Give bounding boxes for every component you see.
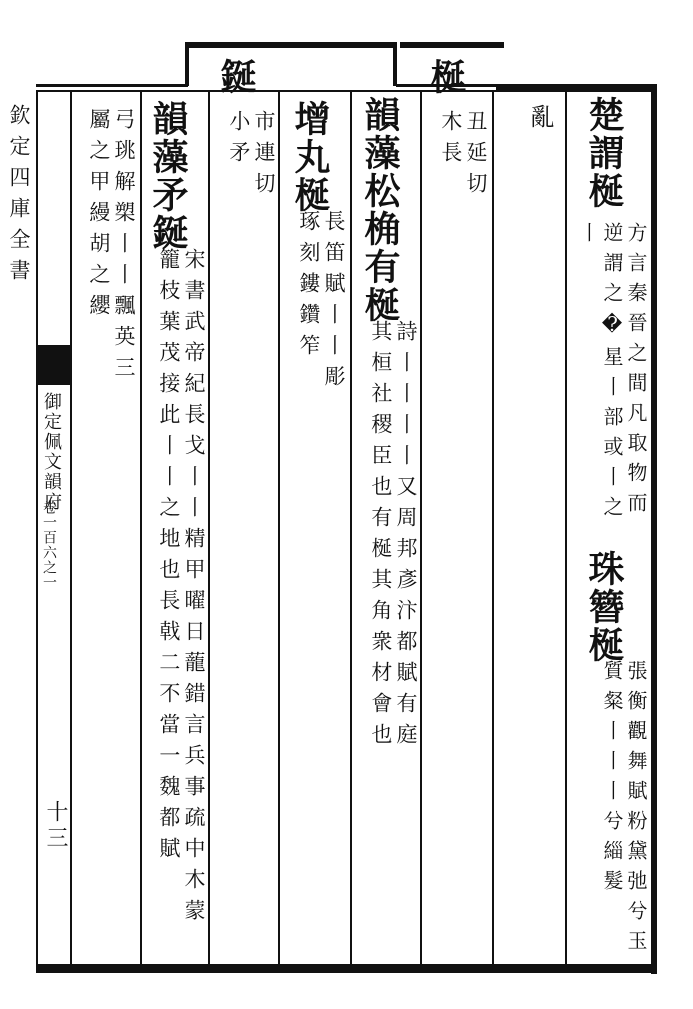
divider (565, 92, 567, 964)
volume-label: 卷一百六之一 (41, 500, 57, 590)
frame-right-edge (651, 84, 657, 974)
entry-main: 增丸梴 (289, 100, 331, 214)
divider (420, 92, 422, 964)
entry-annotation: 長笛賦丨丨彫琢刻鏤鑽笮 (296, 210, 346, 396)
frame-inner-top (36, 90, 651, 92)
divider (492, 92, 494, 964)
frame-tab2-top (400, 42, 504, 48)
entry-annotation: 方言秦晉之間凡取物而逆謂之�星丨部或丨之丨 (576, 222, 648, 526)
divider (70, 92, 72, 964)
book-title: 欽定四庫全書 (7, 104, 31, 290)
frame-tab-top (188, 42, 396, 48)
entry-main: 韻藻矛鋋 (147, 100, 189, 252)
entry-annotation: 張衡觀舞賦粉黛弛兮玉質粲丨丨丨兮緇髮 (600, 660, 648, 960)
divider (278, 92, 280, 964)
entry-main: 楚謂梴 (583, 96, 625, 210)
divider (208, 92, 210, 964)
frame-top-left (36, 84, 188, 87)
fishtail-mark (36, 345, 70, 385)
section-title: 御定佩文韻府 (41, 392, 62, 512)
frame-bottom (36, 964, 657, 973)
entry-annotation: 市連切小矛 (226, 110, 276, 203)
divider (350, 92, 352, 964)
frame-tab-right-side (393, 42, 397, 86)
entry-main: 韻藻松桷有梴 (359, 96, 401, 324)
entry-annotation: 弓珧解槊丨丨飄英三屬之甲縵胡之纓 (86, 108, 136, 387)
entry-annotation: 亂 (526, 104, 554, 132)
headword-tab-1: 鋋 (215, 58, 257, 96)
entry-main: 珠簪梴 (583, 550, 625, 664)
divider (140, 92, 142, 964)
page-number: 十三 (43, 800, 68, 852)
frame-tab-left-side (185, 42, 189, 86)
entry-annotation: 詩丨丨丨丨又周邦彥汴都賦有庭其桓社稷臣也有梴其角衆材會也 (368, 320, 418, 754)
entry-annotation: 丑延切木長 (438, 110, 488, 203)
entry-annotation: 宋書武帝紀長戈丨丨精甲曜日蘢錯言兵事疏中木蒙籠枝葉茂接此丨丨之地也長戟二不當一魏都賦 (156, 248, 206, 930)
divider (36, 92, 38, 964)
headword-tab-2: 梴 (425, 58, 467, 96)
